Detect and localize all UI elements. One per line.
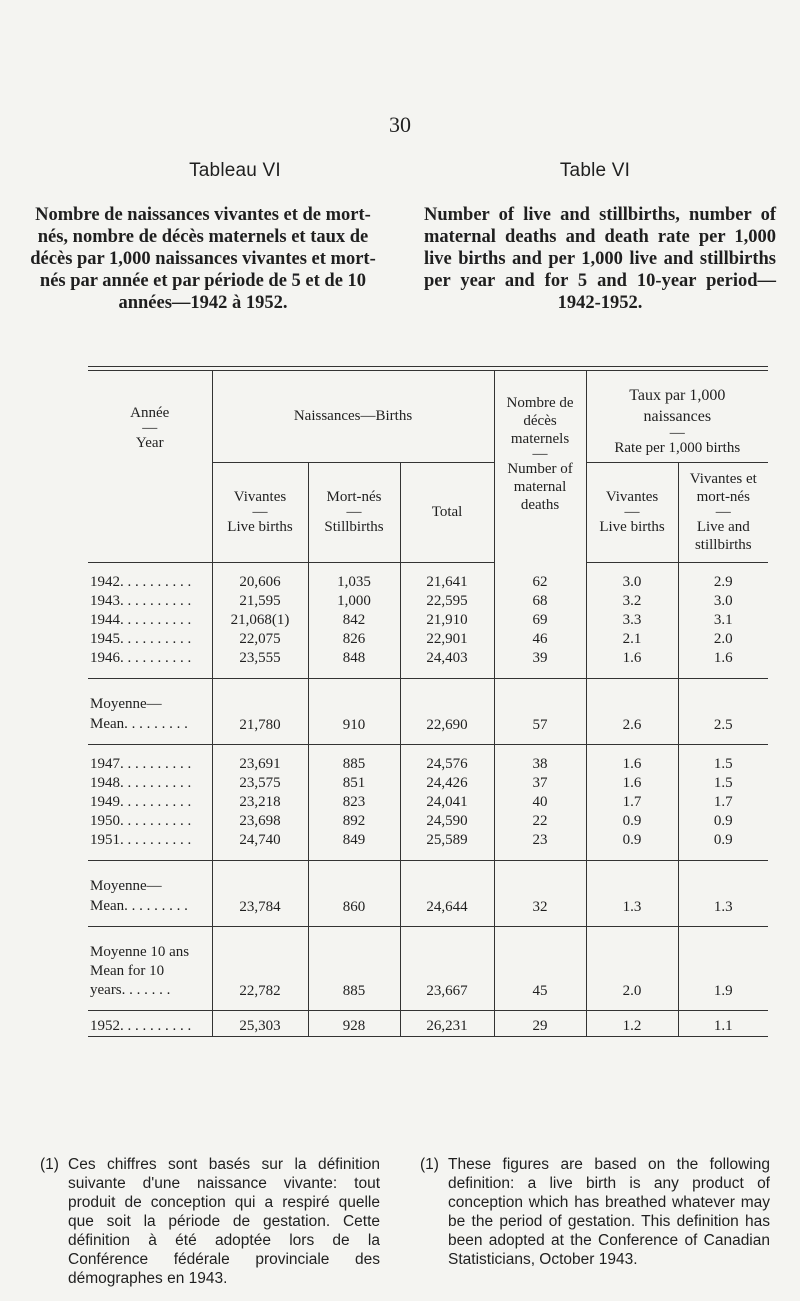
header-rate-total-en: Live and stillbirths <box>694 519 752 553</box>
header-births-group <box>212 370 494 462</box>
header-year-fr: Année <box>130 405 170 421</box>
cell-rate-total: 2.0 <box>678 630 768 649</box>
cell-total: 24,426 <box>400 774 494 793</box>
cell-live: 21,068(1) <box>212 611 308 630</box>
cell-rate-total: 3.0 <box>678 592 768 611</box>
cell-live: 23,784 <box>212 860 308 926</box>
page-number: 30 <box>389 112 411 137</box>
header-rate-total <box>678 462 768 562</box>
header-rate-live-en: Live births <box>599 519 665 535</box>
cell-still: 1,035 <box>308 573 400 592</box>
cell-total: 24,644 <box>400 860 494 926</box>
mean10-label-2: Mean for 10 <box>90 962 165 979</box>
table-row <box>88 630 768 649</box>
header-births-label: Naissances—Births <box>293 407 413 424</box>
cell-year: 1948. . . . . . . . . . <box>90 774 192 791</box>
cell-rate-total: 0.9 <box>678 812 768 831</box>
table-row <box>88 611 768 630</box>
cell-still: 910 <box>308 678 400 744</box>
cell-total: 22,901 <box>400 630 494 649</box>
header-rate-live-dash: — <box>624 504 640 520</box>
cell-total: 22,595 <box>400 592 494 611</box>
cell-still: 928 <box>308 1010 400 1036</box>
statistics-table <box>88 370 768 1037</box>
cell-live: 21,595 <box>212 592 308 611</box>
header-maternal-dash: — <box>532 446 548 462</box>
heading-en: Table VI <box>559 160 631 181</box>
cell-live: 23,218 <box>212 793 308 812</box>
header-still-en: Stillbirths <box>324 519 384 535</box>
cell-rate-total: 3.1 <box>678 611 768 630</box>
cell-year: 1945. . . . . . . . . . <box>90 630 192 647</box>
cell-still: 885 <box>308 926 400 1010</box>
cell-year: 1951. . . . . . . . . . <box>90 831 192 848</box>
cell-still: 851 <box>308 774 400 793</box>
mean10-label-3: years. . . . . . . <box>90 981 171 998</box>
cell-still: 848 <box>308 649 400 668</box>
header-maternal-en: Number of maternal deaths <box>507 461 573 513</box>
cell-rate-live: 3.3 <box>586 611 678 630</box>
cell-live: 25,303 <box>212 1010 308 1036</box>
cell-total: 24,041 <box>400 793 494 812</box>
cell-maternal: 40 <box>494 793 586 812</box>
cell-rate-live: 2.6 <box>586 678 678 744</box>
cell-total: 24,576 <box>400 755 494 774</box>
table-row <box>88 793 768 812</box>
cell-rate-live: 1.6 <box>586 755 678 774</box>
cell-total: 26,231 <box>400 1010 494 1036</box>
header-maternal <box>494 370 586 562</box>
cell-mean-label <box>88 678 212 744</box>
cell-still: 885 <box>308 755 400 774</box>
header-rate-live <box>586 462 678 562</box>
cell-year: 1943. . . . . . . . . . <box>90 592 192 609</box>
header-rate-total-fr: Vivantes et mort-nés <box>689 471 757 505</box>
cell-rate-total: 1.5 <box>678 755 768 774</box>
cell-total: 24,590 <box>400 812 494 831</box>
cell-still: 826 <box>308 630 400 649</box>
cell-rate-live: 1.3 <box>586 860 678 926</box>
cell-maternal: 39 <box>494 649 586 668</box>
cell-live: 21,780 <box>212 678 308 744</box>
footnote-fr <box>40 1155 380 1288</box>
cell-maternal: 22 <box>494 812 586 831</box>
table-row <box>88 649 768 668</box>
cell-still: 1,000 <box>308 592 400 611</box>
cell-live: 23,691 <box>212 755 308 774</box>
cell-year: 1944. . . . . . . . . . <box>90 611 192 628</box>
cell-maternal: 29 <box>494 1010 586 1036</box>
cell-maternal: 57 <box>494 678 586 744</box>
cell-still: 849 <box>308 831 400 850</box>
cell-rate-total: 1.6 <box>678 649 768 668</box>
cell-total: 21,910 <box>400 611 494 630</box>
footnote-en <box>420 1155 770 1269</box>
table-row <box>88 774 768 793</box>
table-row <box>88 592 768 611</box>
footnote-en-text: These figures are based on the following definition: a live birth is any product of conception which has breathed whatever may be the period of gestation. This definition has been adopted at the Conference of Canadian Statisticians, October 1943. <box>448 1156 770 1268</box>
header-rate-en: Rate per 1,000 births <box>614 439 741 456</box>
header-maternal-fr: Nombre de décès maternels <box>506 395 574 447</box>
cell-mean10-label <box>88 926 212 1010</box>
cell-rate-live: 1.6 <box>586 774 678 793</box>
title-en: Number of live and stillbirths, number of maternal deaths and death rate per 1,000 live births and per 1,000 live and stillbirths per year and for 5 and 10-year period—1942-1952. <box>424 205 776 313</box>
mean10-label-1: Moyenne 10 ans <box>90 943 190 960</box>
header-still-dash: — <box>346 504 362 520</box>
cell-live: 22,782 <box>212 926 308 1010</box>
cell-total: 21,641 <box>400 573 494 592</box>
mean-label-en: Mean. . . . . . . . . <box>90 897 188 914</box>
header-live-dash: — <box>252 504 268 520</box>
footnote-en-marker: (1) <box>420 1156 439 1173</box>
table-row <box>88 573 768 592</box>
cell-live: 23,698 <box>212 812 308 831</box>
cell-rate-live: 3.2 <box>586 592 678 611</box>
cell-mean-label <box>88 860 212 926</box>
cell-maternal: 23 <box>494 831 586 850</box>
cell-still: 860 <box>308 860 400 926</box>
cell-total: 25,589 <box>400 831 494 850</box>
table-top-rule <box>88 366 768 367</box>
cell-maternal: 69 <box>494 611 586 630</box>
table-row-mean-10 <box>88 926 768 1010</box>
table-row <box>88 831 768 850</box>
header-rate-dash: — <box>669 424 685 441</box>
cell-year: 1952. . . . . . . . . . <box>88 1010 212 1036</box>
header-year <box>88 370 212 562</box>
header-stillbirths <box>308 462 400 562</box>
mean-label-fr: Moyenne— <box>90 695 162 712</box>
mean-label-fr: Moyenne— <box>90 877 162 894</box>
cell-rate-total: 1.5 <box>678 774 768 793</box>
cell-live: 24,740 <box>212 831 308 850</box>
cell-maternal: 46 <box>494 630 586 649</box>
cell-live: 20,606 <box>212 573 308 592</box>
cell-rate-live: 2.0 <box>586 926 678 1010</box>
header-rate-live-fr: Vivantes <box>605 489 659 505</box>
cell-rate-total: 2.9 <box>678 573 768 592</box>
cell-rate-live: 2.1 <box>586 630 678 649</box>
footnote-fr-text: Ces chiffres sont basés sur la définition suivante d'une naissance vivante: tout produit de conception qui a respiré quelle que soit la période de gestation. Cette définition à été adoptée lors de la Conférence fédérale provinciale des démographes en 1943. <box>68 1156 380 1287</box>
cell-maternal: 37 <box>494 774 586 793</box>
cell-year: 1950. . . . . . . . . . <box>90 812 192 829</box>
cell-total: 24,403 <box>400 649 494 668</box>
cell-rate-total: 0.9 <box>678 831 768 850</box>
mean-label-en: Mean. . . . . . . . . <box>90 715 188 732</box>
cell-year: 1949. . . . . . . . . . <box>90 793 192 810</box>
cell-rate-live: 3.0 <box>586 573 678 592</box>
cell-live: 23,555 <box>212 649 308 668</box>
cell-still: 842 <box>308 611 400 630</box>
cell-year: 1947. . . . . . . . . . <box>90 755 192 772</box>
cell-still: 823 <box>308 793 400 812</box>
cell-rate-total: 1.3 <box>678 860 768 926</box>
cell-rate-total: 2.5 <box>678 678 768 744</box>
cell-rate-total: 1.1 <box>678 1010 768 1036</box>
header-year-dash: — <box>142 420 158 436</box>
cell-rate-total: 1.7 <box>678 793 768 812</box>
header-total <box>400 462 494 562</box>
header-live-fr: Vivantes <box>233 489 287 505</box>
header-still-fr: Mort-nés <box>326 489 382 505</box>
cell-rate-live: 1.2 <box>586 1010 678 1036</box>
cell-year: 1942. . . . . . . . . . <box>90 573 192 590</box>
cell-maternal: 38 <box>494 755 586 774</box>
header-total-label: Total <box>431 504 463 520</box>
footnote-fr-marker: (1) <box>40 1156 59 1173</box>
header-year-en: Year <box>135 435 164 451</box>
heading-fr: Tableau VI <box>189 160 281 181</box>
cell-rate-live: 1.6 <box>586 649 678 668</box>
header-rate-group <box>586 370 768 462</box>
cell-rate-total: 1.9 <box>678 926 768 1010</box>
header-rate-total-dash: — <box>715 504 731 520</box>
cell-maternal: 32 <box>494 860 586 926</box>
cell-maternal: 45 <box>494 926 586 1010</box>
header-live-births <box>212 462 308 562</box>
cell-total: 23,667 <box>400 926 494 1010</box>
cell-maternal: 62 <box>494 573 586 592</box>
table-row-last <box>88 1010 768 1036</box>
cell-live: 22,075 <box>212 630 308 649</box>
header-rate-fr: Taux par 1,000 naissances <box>629 386 726 425</box>
title-fr: Nombre de naissances vivantes et de mort-nés, nombre de décès maternels et taux de décès par 1,000 naissances vivantes et mort-nés par année et par période de 5 et de 10 années—1942 à 1952. <box>30 205 376 313</box>
cell-maternal: 68 <box>494 592 586 611</box>
cell-total: 22,690 <box>400 678 494 744</box>
cell-rate-live: 0.9 <box>586 812 678 831</box>
table-row <box>88 755 768 774</box>
table-row-mean <box>88 678 768 744</box>
cell-rate-live: 0.9 <box>586 831 678 850</box>
table-row <box>88 812 768 831</box>
cell-year: 1946. . . . . . . . . . <box>90 649 192 666</box>
header-live-en: Live births <box>227 519 293 535</box>
cell-rate-live: 1.7 <box>586 793 678 812</box>
cell-still: 892 <box>308 812 400 831</box>
table-row-mean <box>88 860 768 926</box>
cell-live: 23,575 <box>212 774 308 793</box>
